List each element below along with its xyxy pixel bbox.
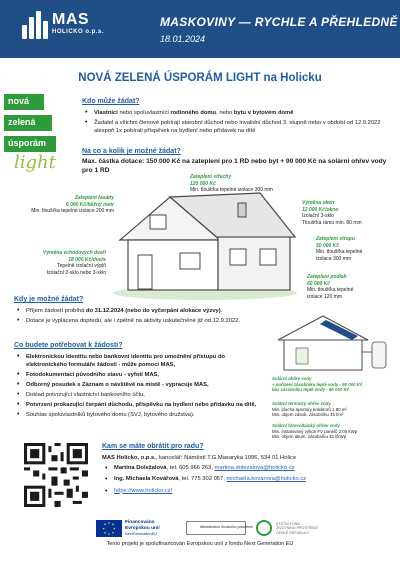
- nzu-light-logo: [4, 94, 79, 182]
- ministry-text: Ministerstvo životního prostředí: [200, 525, 253, 529]
- contact-list: [102, 464, 392, 497]
- list-item: • Dotace je vyplácena dopředu, ale i zpětně na aktivity uskutečněné již od 12.9.2022.: [14, 317, 276, 325]
- contact-person-2: • Ing. Michaela Kovářová, tel. 775 302 057, michaela.kovarova@holicko.cz: [102, 475, 392, 485]
- list-item: • Fotodokumentaci původního stavu - vyfotí MAS,: [14, 371, 262, 379]
- sfzp-text: STÁTNÍ FOND ŽIVOTNÍHO PROSTŘEDÍ ČESKÉ REPUBLIKY: [276, 522, 318, 535]
- solar-photovoltaic: Solární fotovoltaický ohřev vody Min. instalovaný výkon FV panelů 2,00 kWp Min. objem akum. zásobníku 45 l/kWp: [272, 423, 358, 440]
- page-title: NOVÁ ZELENÁ ÚSPORÁM LIGHT na Holicku: [78, 72, 322, 84]
- email-link-1[interactable]: martina.dolezalova@holicko.cz: [214, 464, 295, 471]
- contact-org: MAS Holicko, o.p.s., kancelář: Náměstí T.G.Masaryka 1096, 534 01 Holice: [102, 455, 297, 461]
- list-item: • Potvrzení prokazující čerpání důchodu, příspěvku na bydlení nebo přídavku na dítě,: [14, 401, 262, 409]
- mas-holicko-logo: [22, 9, 122, 43]
- brand-line-usporam: úsporám: [4, 136, 56, 152]
- solar-hot-water: Solární ohřev vody + pořízení zásobníku teplé vody - 90 000 Kč bez zásobníku teplé vody - 60 000 Kč: [272, 376, 363, 393]
- when-heading: Kdy je možné žádat?: [14, 296, 84, 303]
- label-roof: Zateplení střechy 120 000 Kč Min. tloušťka tepelné izolace 300 mm: [190, 174, 273, 193]
- label-ceiling: Zateplení stropu 50 000 Kč Min. tloušťka tepelné izolace 300 mm: [316, 236, 363, 262]
- label-facade: Zateplení fasády 6 000 Kč/běžný metr Min. tloušťka tepelné izolace 200 mm: [31, 195, 114, 214]
- list-item: • Žadatel a všichni členové pobírají starobní důchod nebo invalidní důchod 3. stupně nebo v období od 12.9.2022 alespoň 1x pobírali příspěvek na bydlení nebo přídavek na dítě: [82, 119, 382, 135]
- contact-person-1: • Martina Doležalová, tel. 605 966 263, martina.dolezalova@holicko.cz: [102, 464, 392, 474]
- list-item: • Příjem žádostí probíhá do 31.12.2024 (nebo do vyčerpání alokace výzvy).: [14, 307, 276, 315]
- header-date: 18.01.2024: [160, 34, 206, 44]
- house-illustration: [110, 185, 300, 300]
- contact-web: [102, 487, 392, 497]
- solar-thermal: Solární termický ohřev vody Min. plocha apertury kolektorů 1,80 m² Min. objem zásob. zásobníku 45 l/m²: [272, 401, 347, 418]
- list-item: • Elektronickou identitu nebo bankovní identitu pro umožnění přístupu do elektronického formuláře žádosti - může pomoci MAS,: [14, 353, 262, 369]
- label-windows: Výměna oken 12 000 Kč/okno Izolační 3-sklo Tloušťka rámu min. 80 mm: [302, 200, 362, 226]
- brand-line-light: light: [14, 152, 56, 173]
- website-link[interactable]: https://www.holicko.cz/: [114, 487, 173, 494]
- nextgen-eu-label: NextGenerationEU: [125, 532, 157, 536]
- logo-bars-icon: [22, 11, 48, 39]
- who-list: [82, 109, 382, 137]
- brand-line-nova: nová: [4, 94, 44, 110]
- max-amount: Max. částka dotace: 150 000 Kč na zateplení pro 1 RD nebo byt + 90 000 Kč na solární ohřev vody pro 1 RD: [82, 158, 387, 174]
- list-item: • Vlastníci nebo spoluvlastníci rodinného domu, nebo bytu v bytovém domě: [82, 109, 382, 117]
- who-heading: Kdo může žádat?: [82, 98, 140, 105]
- footer-note: Tento projekt je spolufinancován Evropskou unií z fondu Next Generation EU: [106, 541, 294, 547]
- when-list: [14, 307, 276, 327]
- list-item: • Souhlas spoluvlastníků bytového domu (SVJ, bytového družstva).: [14, 411, 262, 419]
- header-title: MASKOVINY — RYCHLE A PŘEHLEDNĚ: [160, 15, 398, 29]
- eu-funding-text: Financováno Evropskou unií: [125, 520, 160, 531]
- list-item: • Odborný posudek s Záznam o návštěvě na místě - vypracuje MAS,: [14, 381, 262, 389]
- label-doors: Výměna vchodových dveří 18 000 Kč/dveře Tepelně izolační výplň Izolační 2-sklo nebo 3-sklo: [42, 250, 106, 276]
- label-floor: Zateplení podlah 60 000 Kč Min. tloušťka tepelné izolace 120 mm: [307, 274, 354, 300]
- sfzp-logo-icon: [256, 520, 272, 536]
- qr-code: [24, 443, 88, 507]
- brand-line-zelena: zelená: [4, 115, 52, 131]
- contact-heading: Kam se máte obrátit pro radu?: [102, 443, 204, 450]
- header-banner: [0, 0, 400, 58]
- what-heading: Na co a kolik je možné žádat?: [82, 148, 181, 155]
- docs-heading: Co budete potřebovat k žádosti?: [14, 342, 123, 349]
- logo-name: MAS: [52, 11, 90, 28]
- solar-house-illustration: [268, 312, 394, 372]
- docs-list: [14, 353, 262, 421]
- logo-subtitle: HOLICKO o.p.s.: [52, 29, 104, 35]
- eu-flag-icon: [96, 520, 122, 537]
- contact-block: [102, 454, 392, 498]
- email-link-2[interactable]: michaela.kovarova@holicko.cz: [226, 476, 307, 482]
- list-item: • Doklad potvrzující vlastnictví bankovního účtu,: [14, 391, 262, 399]
